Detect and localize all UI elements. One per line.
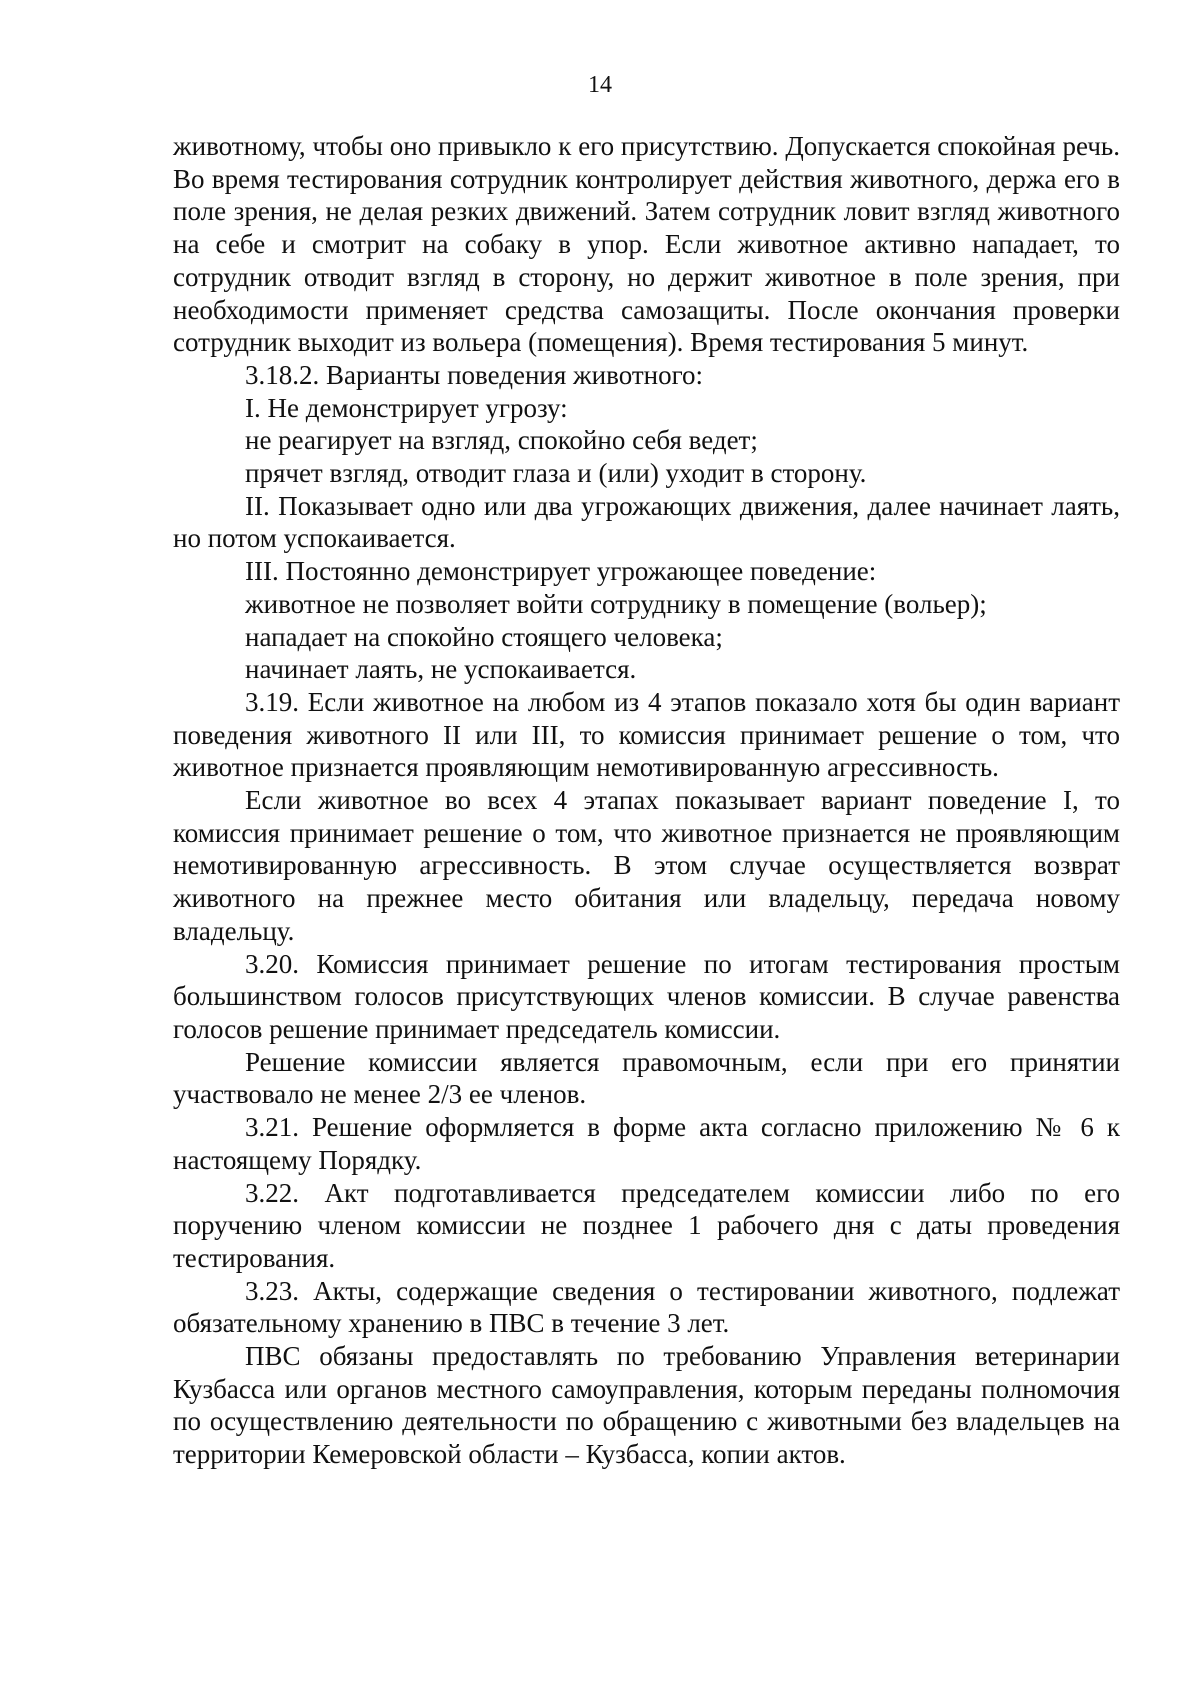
list-item-variant-3-b: нападает на спокойно стоящего человека; [245,621,723,652]
paragraph-3-19: 3.19. Если животное на любом из 4 этапов показало хотя бы один вариант поведения животного II или III, то комиссия принимает решение о том, что животное признается проявляющим немотивированную агрессивность. [173,686,1120,783]
paragraph-3-20: 3.20. Комиссия принимает решение по итогам тестирования простым большинством голосов присутствующих членов комиссии. В случае равенства голосов решение принимает председатель комиссии. [173,948,1120,1044]
list-item-variant-1-b: прячет взгляд, отводит глаза и (или) уходит в сторону. [245,458,867,489]
paragraph-continuation: животному, чтобы оно привыкло к его присутствию. Допускается спокойная речь. Во время тестирования сотрудник контролирует действия животного, держа его в поле зрения, не делая резких движений. Затем сотрудник ловит взгляд животного на себе и смотрит на собаку в упор. Если животное активно нападает, то сотрудник отводит взгляд в сторону, но держит животное в поле зрения, при необходимости применяет средства самозащиты. После окончания проверки сотрудник выходит из вольера (помещения). Время тестирования 5 минут. [173,131,1120,358]
list-item-variant-3-a: животное не позволяет войти сотруднику в помещение (вольер); [245,588,987,619]
page-number: 14 [588,72,612,98]
list-item-variant-3: III. Постоянно демонстрирует угрожающее поведение: [245,556,877,587]
list-item-variant-1-a: не реагирует на взгляд, спокойно себя ведет; [245,425,758,456]
paragraph-3-19-b: Если животное во всех 4 этапах показывает вариант поведение I, то комиссия принимает решение о том, что животное признается не проявляющим немотивированную агрессивность. В этом случае осуществляется возврат животного на прежнее место обитания или владельцу, передача новому владельцу. [173,785,1120,946]
paragraph-3-23-b: ПВС обязаны предоставлять по требованию Управления ветеринарии Кузбасса или органов местного самоуправления, которым переданы полномочия по осуществлению деятельности по обращению с животными без владельцев на территории Кемеровской области – Кузбасса, копии актов. [173,1341,1120,1470]
document-body [173,130,1120,1471]
paragraph-3-22: 3.22. Акт подготавливается председателем комиссии либо по его поручению членом комиссии не позднее 1 рабочего дня с даты проведения тестирования. [173,1177,1120,1273]
list-item-variant-3-c: начинает лаять, не успокаивается. [245,654,637,685]
paragraph-3-23: 3.23. Акты, содержащие сведения о тестировании животного, подлежат обязательному хранению в ПВС в течение 3 лет. [173,1275,1120,1339]
paragraph-3-18-2: 3.18.2. Варианты поведения животного: [245,359,703,390]
list-item-variant-2: II. Показывает одно или два угрожающих движения, далее начинает лаять, но потом успокаивается. [173,490,1120,554]
paragraph-3-20-b: Решение комиссии является правомочным, если при его принятии участвовало не менее 2/3 ее членов. [173,1046,1120,1110]
paragraph-3-21: 3.21. Решение оформляется в форме акта согласно приложению № 6 к настоящему Порядку. [173,1112,1120,1175]
list-item-variant-1: I. Не демонстрирует угрозу: [245,392,568,423]
